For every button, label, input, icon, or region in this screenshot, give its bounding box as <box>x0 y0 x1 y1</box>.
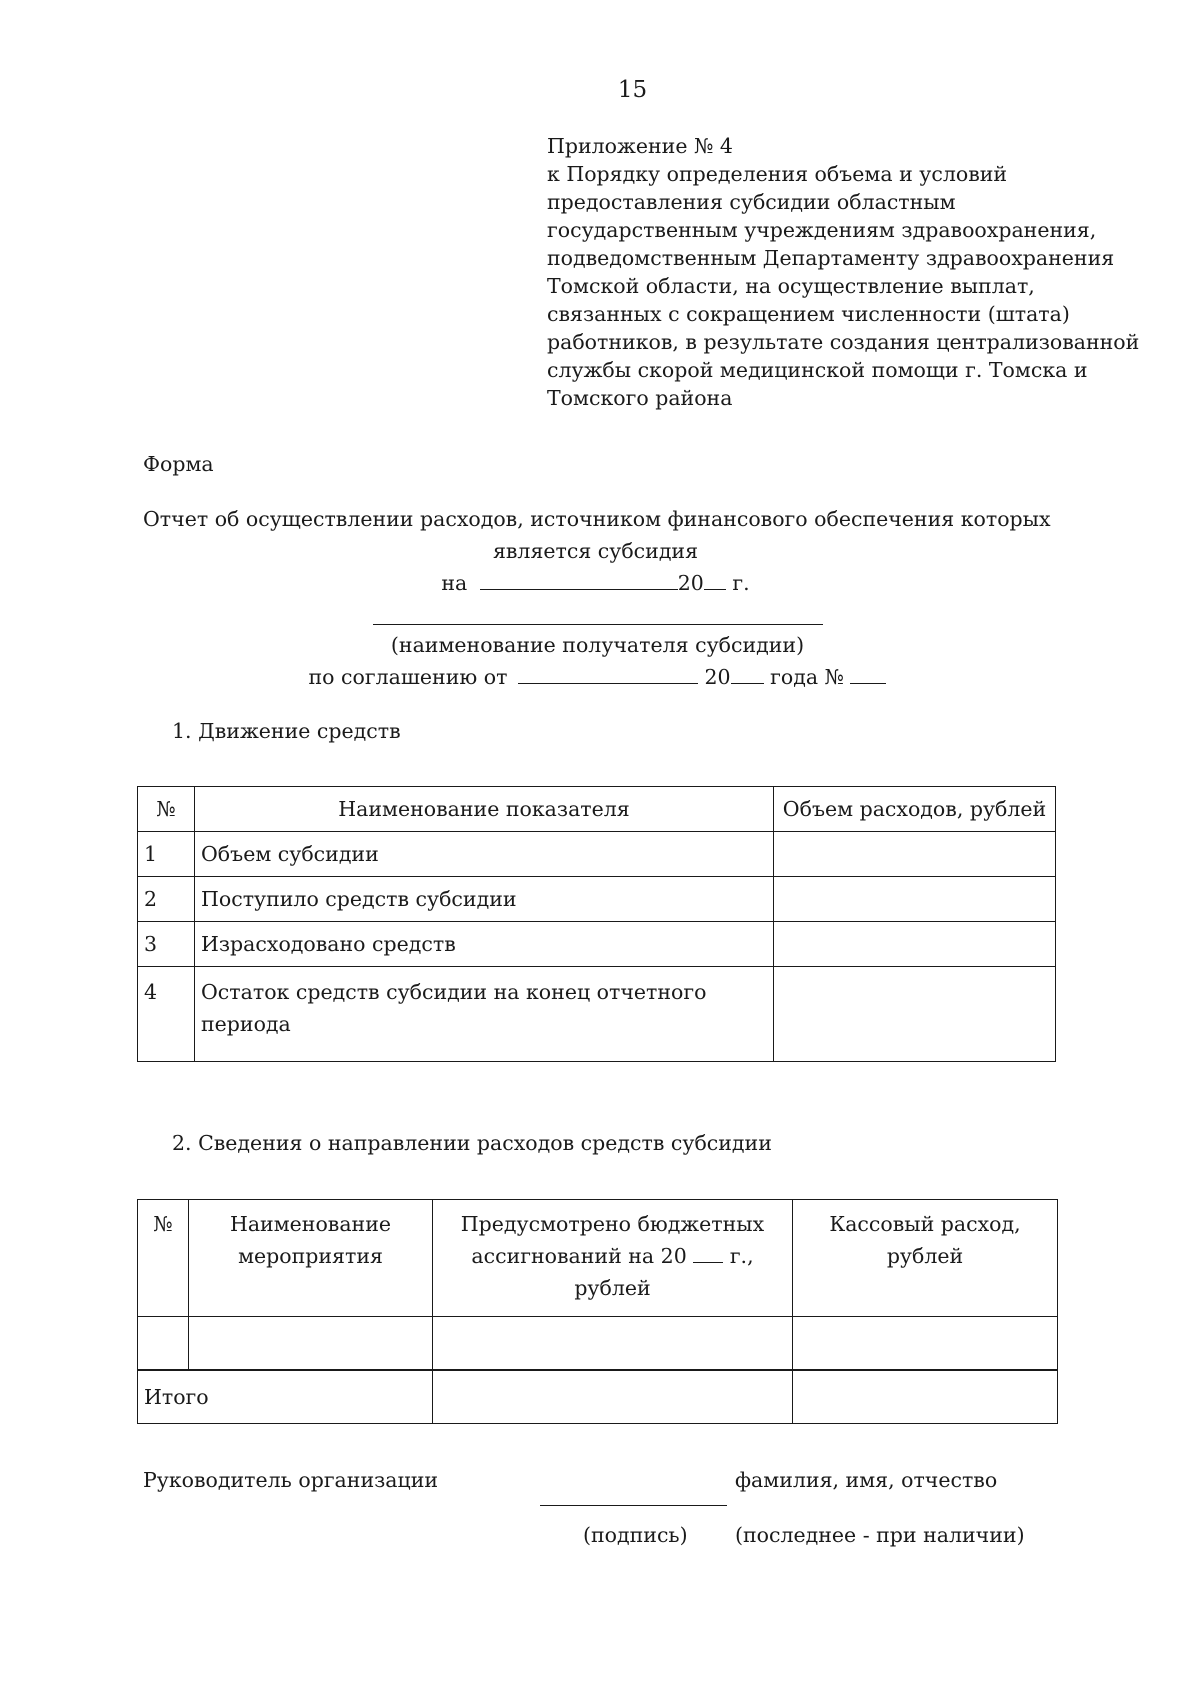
page-number: 15 <box>617 77 648 103</box>
agreement-prefix: по соглашению от <box>308 665 508 689</box>
full-name-label: фамилия, имя, отчество <box>735 1468 998 1492</box>
date-blank <box>480 571 678 590</box>
signature-line <box>540 1505 727 1506</box>
agreement-number-blank <box>850 665 886 684</box>
row-num: 1 <box>138 832 195 877</box>
table-row <box>138 922 1056 967</box>
row-num: 3 <box>138 922 195 967</box>
row-event <box>189 1317 433 1371</box>
date-year: 20 <box>677 571 704 595</box>
agreement-year: 20 <box>704 665 731 689</box>
year-blank <box>704 571 726 590</box>
row-num: 4 <box>138 967 195 1062</box>
appendix-line: Томской области, на осуществление выплат, <box>547 274 1035 298</box>
total-planned <box>433 1370 793 1424</box>
row-num: 2 <box>138 877 195 922</box>
section1-title: 1. Движение средств <box>172 719 401 743</box>
appendix-line: к Порядку определения объема и условий <box>547 162 1008 186</box>
header-cell-event <box>189 1200 433 1317</box>
date-suffix: г. <box>732 571 750 595</box>
recipient-name-line <box>373 624 823 625</box>
report-date-line <box>143 567 1048 599</box>
form-label: Форма <box>143 452 214 476</box>
appendix-line: Томского района <box>547 386 733 410</box>
section2-title: 2. Сведения о направлении расходов средств субсидии <box>172 1131 772 1155</box>
row-name-line2: периода <box>201 1012 291 1036</box>
funds-movement-table <box>137 786 1056 1062</box>
table-row <box>138 967 1056 1062</box>
header-cash-line1: Кассовый расход, <box>829 1212 1021 1236</box>
row-name-line1: Остаток средств субсидии на конец отчетного <box>201 980 707 1004</box>
table-header-row <box>138 1200 1058 1317</box>
header-cell-cash <box>793 1200 1058 1317</box>
table-row <box>138 877 1056 922</box>
agreement-year-blank <box>731 665 764 684</box>
agreement-year-word: года № <box>770 665 844 689</box>
header-cell-planned <box>433 1200 793 1317</box>
appendix-line: предоставления субсидии областным <box>547 190 956 214</box>
appendix-line: службы скорой медицинской помощи г. Томска и <box>547 358 1088 382</box>
signature-caption: (подпись) <box>583 1523 688 1547</box>
full-name-caption: (последнее - при наличии) <box>735 1523 1025 1547</box>
header-planned-year-prefix: ассигнований на 20 <box>471 1244 687 1268</box>
row-amount <box>774 832 1056 877</box>
row-name: Израсходовано средств <box>195 922 774 967</box>
report-title-line2: является субсидия <box>492 539 699 563</box>
appendix-header <box>547 132 1147 412</box>
table-row <box>138 1317 1058 1371</box>
appendix-line: Приложение № 4 <box>547 134 733 158</box>
header-cell-num: № <box>138 787 195 832</box>
header-planned-year-blank <box>693 1244 723 1263</box>
appendix-line: связанных с сокращением численности (штата) <box>547 302 1070 326</box>
total-label: Итого <box>138 1370 433 1424</box>
table-header-row <box>138 787 1056 832</box>
header-cell-num: № <box>138 1200 189 1317</box>
row-num <box>138 1317 189 1371</box>
row-name <box>195 967 774 1062</box>
header-cash-line2: рублей <box>886 1244 964 1268</box>
header-cell-amount: Объем расходов, рублей <box>774 787 1056 832</box>
expense-directions-table <box>137 1199 1058 1424</box>
total-row <box>138 1370 1058 1424</box>
date-prefix: на <box>441 571 468 595</box>
appendix-line: государственным учреждениям здравоохранения, <box>547 218 1097 242</box>
recipient-caption: (наименование получателя субсидии) <box>390 633 805 657</box>
head-of-organization-label: Руководитель организации <box>143 1468 439 1492</box>
appendix-line: подведомственным Департаменту здравоохранения <box>547 246 1115 270</box>
appendix-line: работников, в результате создания централизованной <box>547 330 1140 354</box>
table-row <box>138 832 1056 877</box>
agreement-date-blank <box>518 665 698 684</box>
header-planned-line1: Предусмотрено бюджетных <box>460 1212 765 1236</box>
row-planned <box>433 1317 793 1371</box>
header-cell-indicator: Наименование показателя <box>195 787 774 832</box>
agreement-line <box>0 663 1195 692</box>
row-amount <box>774 877 1056 922</box>
header-planned-line2 <box>439 1240 786 1272</box>
row-name: Объем субсидии <box>195 832 774 877</box>
row-cash <box>793 1317 1058 1371</box>
header-event-line2: мероприятия <box>238 1244 383 1268</box>
header-event-line1: Наименование <box>229 1212 392 1236</box>
header-planned-year-suffix: г., <box>729 1244 754 1268</box>
row-name: Поступило средств субсидии <box>195 877 774 922</box>
row-amount <box>774 922 1056 967</box>
header-planned-line3: рублей <box>574 1276 651 1300</box>
report-title-line1: Отчет об осуществлении расходов, источником финансового обеспечения которых <box>143 507 1051 531</box>
total-cash <box>793 1370 1058 1424</box>
report-title <box>143 503 1051 599</box>
row-amount <box>774 967 1056 1062</box>
